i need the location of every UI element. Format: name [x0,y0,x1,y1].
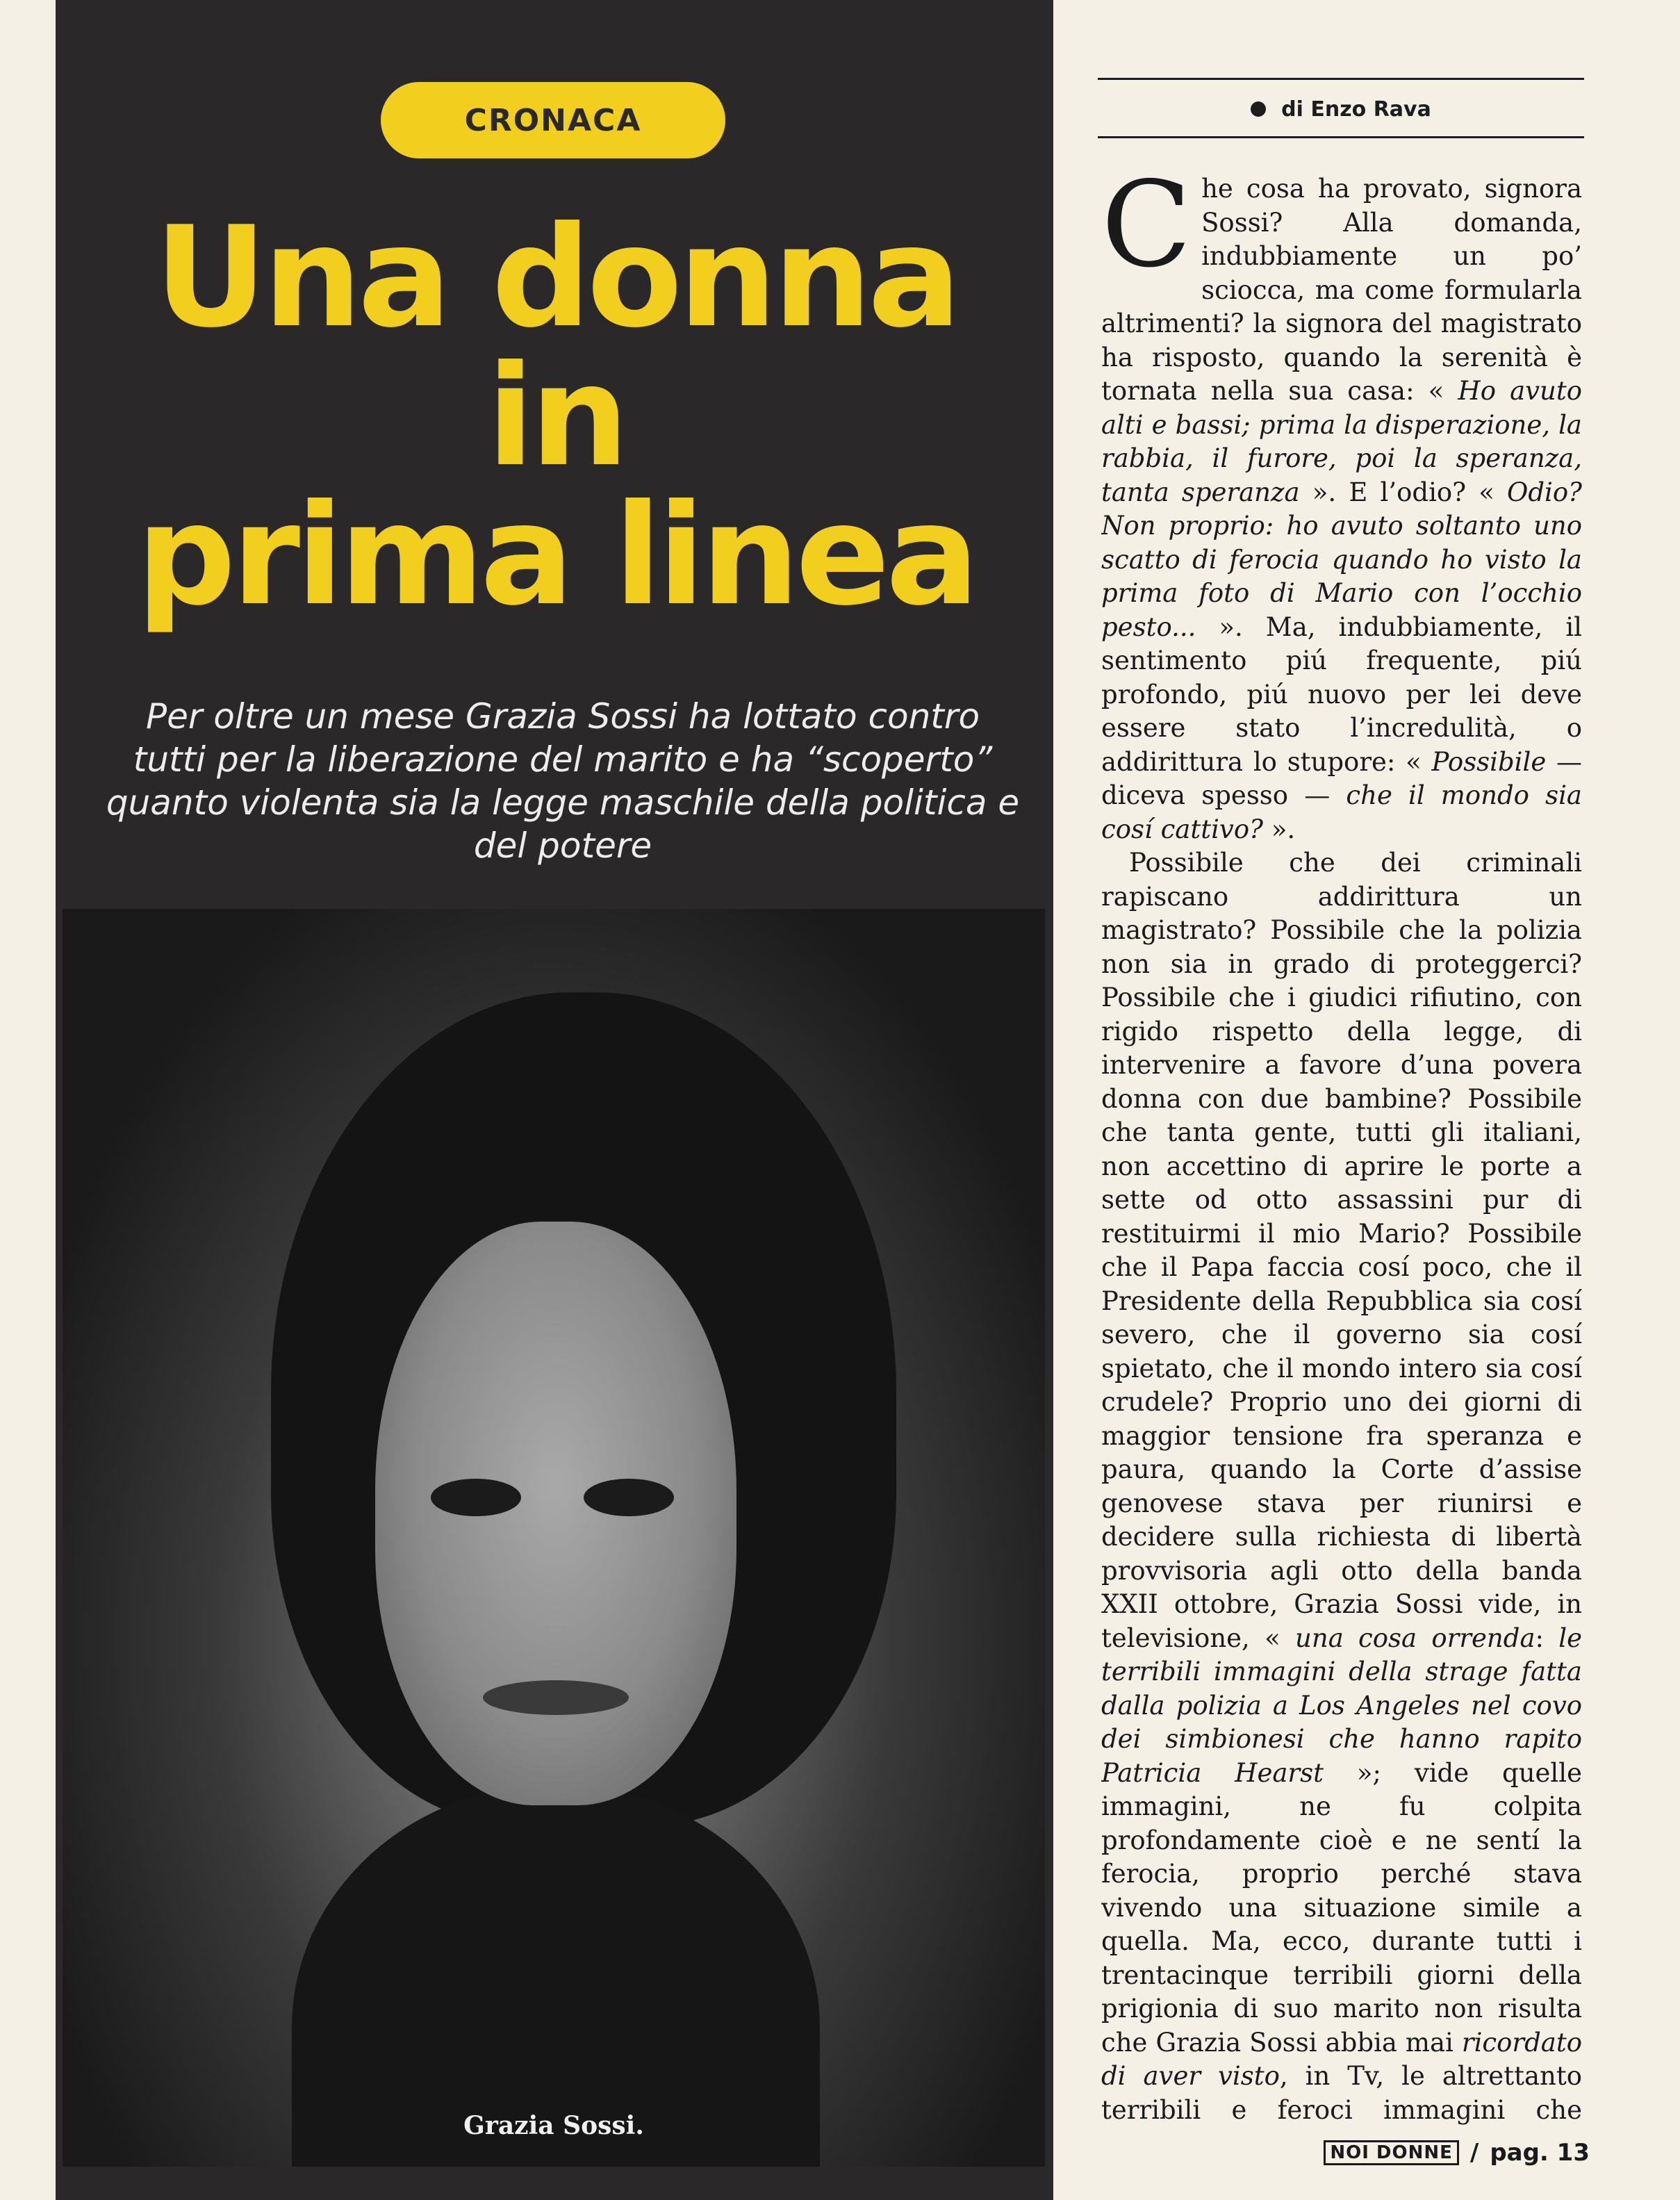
photo-left-eye [431,1479,521,1516]
paragraph-1-text: he cosa ha provato, signora Sossi? Alla domanda, indubbiamente un po’ sciocca, ma come formularla altrimenti? la signora del magistrato ha risposto, quando la serenità è tornata nella sua casa: « Ho avuto alti e bassi; prima la disperazione, la rabbia, il furore, poi la speranza, tanta speranza ». E l’odio? « Odio? Non proprio: ho avuto soltanto uno scatto di ferocia quando ho visto la prima foto di Mario con l’occhio pesto... ». Ma, indubbiamente, il sentimento piú frequente, piú profondo, piú nuovo per lei deve essere stato l’incredulità, o addirittura lo stupore: « Possibile — diceva spesso — che il mondo sia cosí cattivo? ». [1101,174,1582,844]
section-badge: CRONACA [381,82,725,158]
byline [1098,97,1584,122]
article-paragraph: Possibile che dei criminali rapiscano addirittura un magistrato? Possibile che la polizia non sia in grado di proteggerci? Possibile che i giudici rifiutino, con rigido rispetto della legge, di intervenire a favore d’una povera donna con due bambine? Possibile che tanta gente, tutti gli italiani, non accettino di aprire le porte a sette od otto assassini pur di restituirmi il mio Mario? Possibile che il Papa faccia cosí poco, che il Presidente della Repubblica sia cosí severo, che il governo sia cosí spietato, che il mondo intero sia cosí crudele? Proprio uno dei giorni di maggior tensione fra speranza e paura, quando la Corte d’assise genovese stava per riunirsi e decidere sulla richiesta di libertà provvisoria agli otto della banda XXII ottobre, Grazia Sossi vide, in televisione, « una cosa orrenda: le terribili immagini della strage fatta dalla polizia a Los Angeles nel covo dei simbionesi che hanno rapito Patricia Hearst »; vide quelle immagini, ne fu colpita profondamente cioè e ne sentí la ferocia, proprio perché stava vivendo una situazione simile a quella. Ma, ecco, durante tutti i trentacinque terribili giorni della prigionia di suo marito non risulta che Grazia Sossi abbia mai ricordato di aver visto, in Tv, le altrettanto terribili e feroci immagini che [1101,848,1582,2125]
article-body [1101,172,1582,2125]
photo-shoulders [292,1784,820,2167]
photo-caption: Grazia Sossi. [463,2111,644,2140]
photo-face [375,1222,736,1805]
byline-top-rule [1098,78,1584,80]
byline-text: di Enzo Rava [1281,97,1431,122]
page-number: pag. 13 [1490,2139,1590,2167]
portrait-photo [63,909,1045,2167]
page-footer [1324,2139,1590,2167]
drop-cap: C [1101,172,1192,294]
headline-line-2: in [486,336,625,498]
photo-right-eye [584,1479,674,1516]
headline [111,197,1000,637]
footer-separator: / [1469,2139,1479,2167]
magazine-logo: NOI DONNE [1324,2140,1459,2165]
article-paragraph [1101,172,1582,846]
subtitle: Per oltre un mese Grazia Sossi ha lottato contro tutti per la liberazione del marito e ha “scoperto” quanto violenta sia la legge maschile della politica e del potere [106,696,1020,866]
photo-mouth [483,1680,629,1715]
byline-bottom-rule [1098,136,1584,138]
bullet-icon [1251,101,1266,117]
headline-line-3: prima linea [136,475,975,637]
headline-line-1: Una donna [154,197,957,359]
